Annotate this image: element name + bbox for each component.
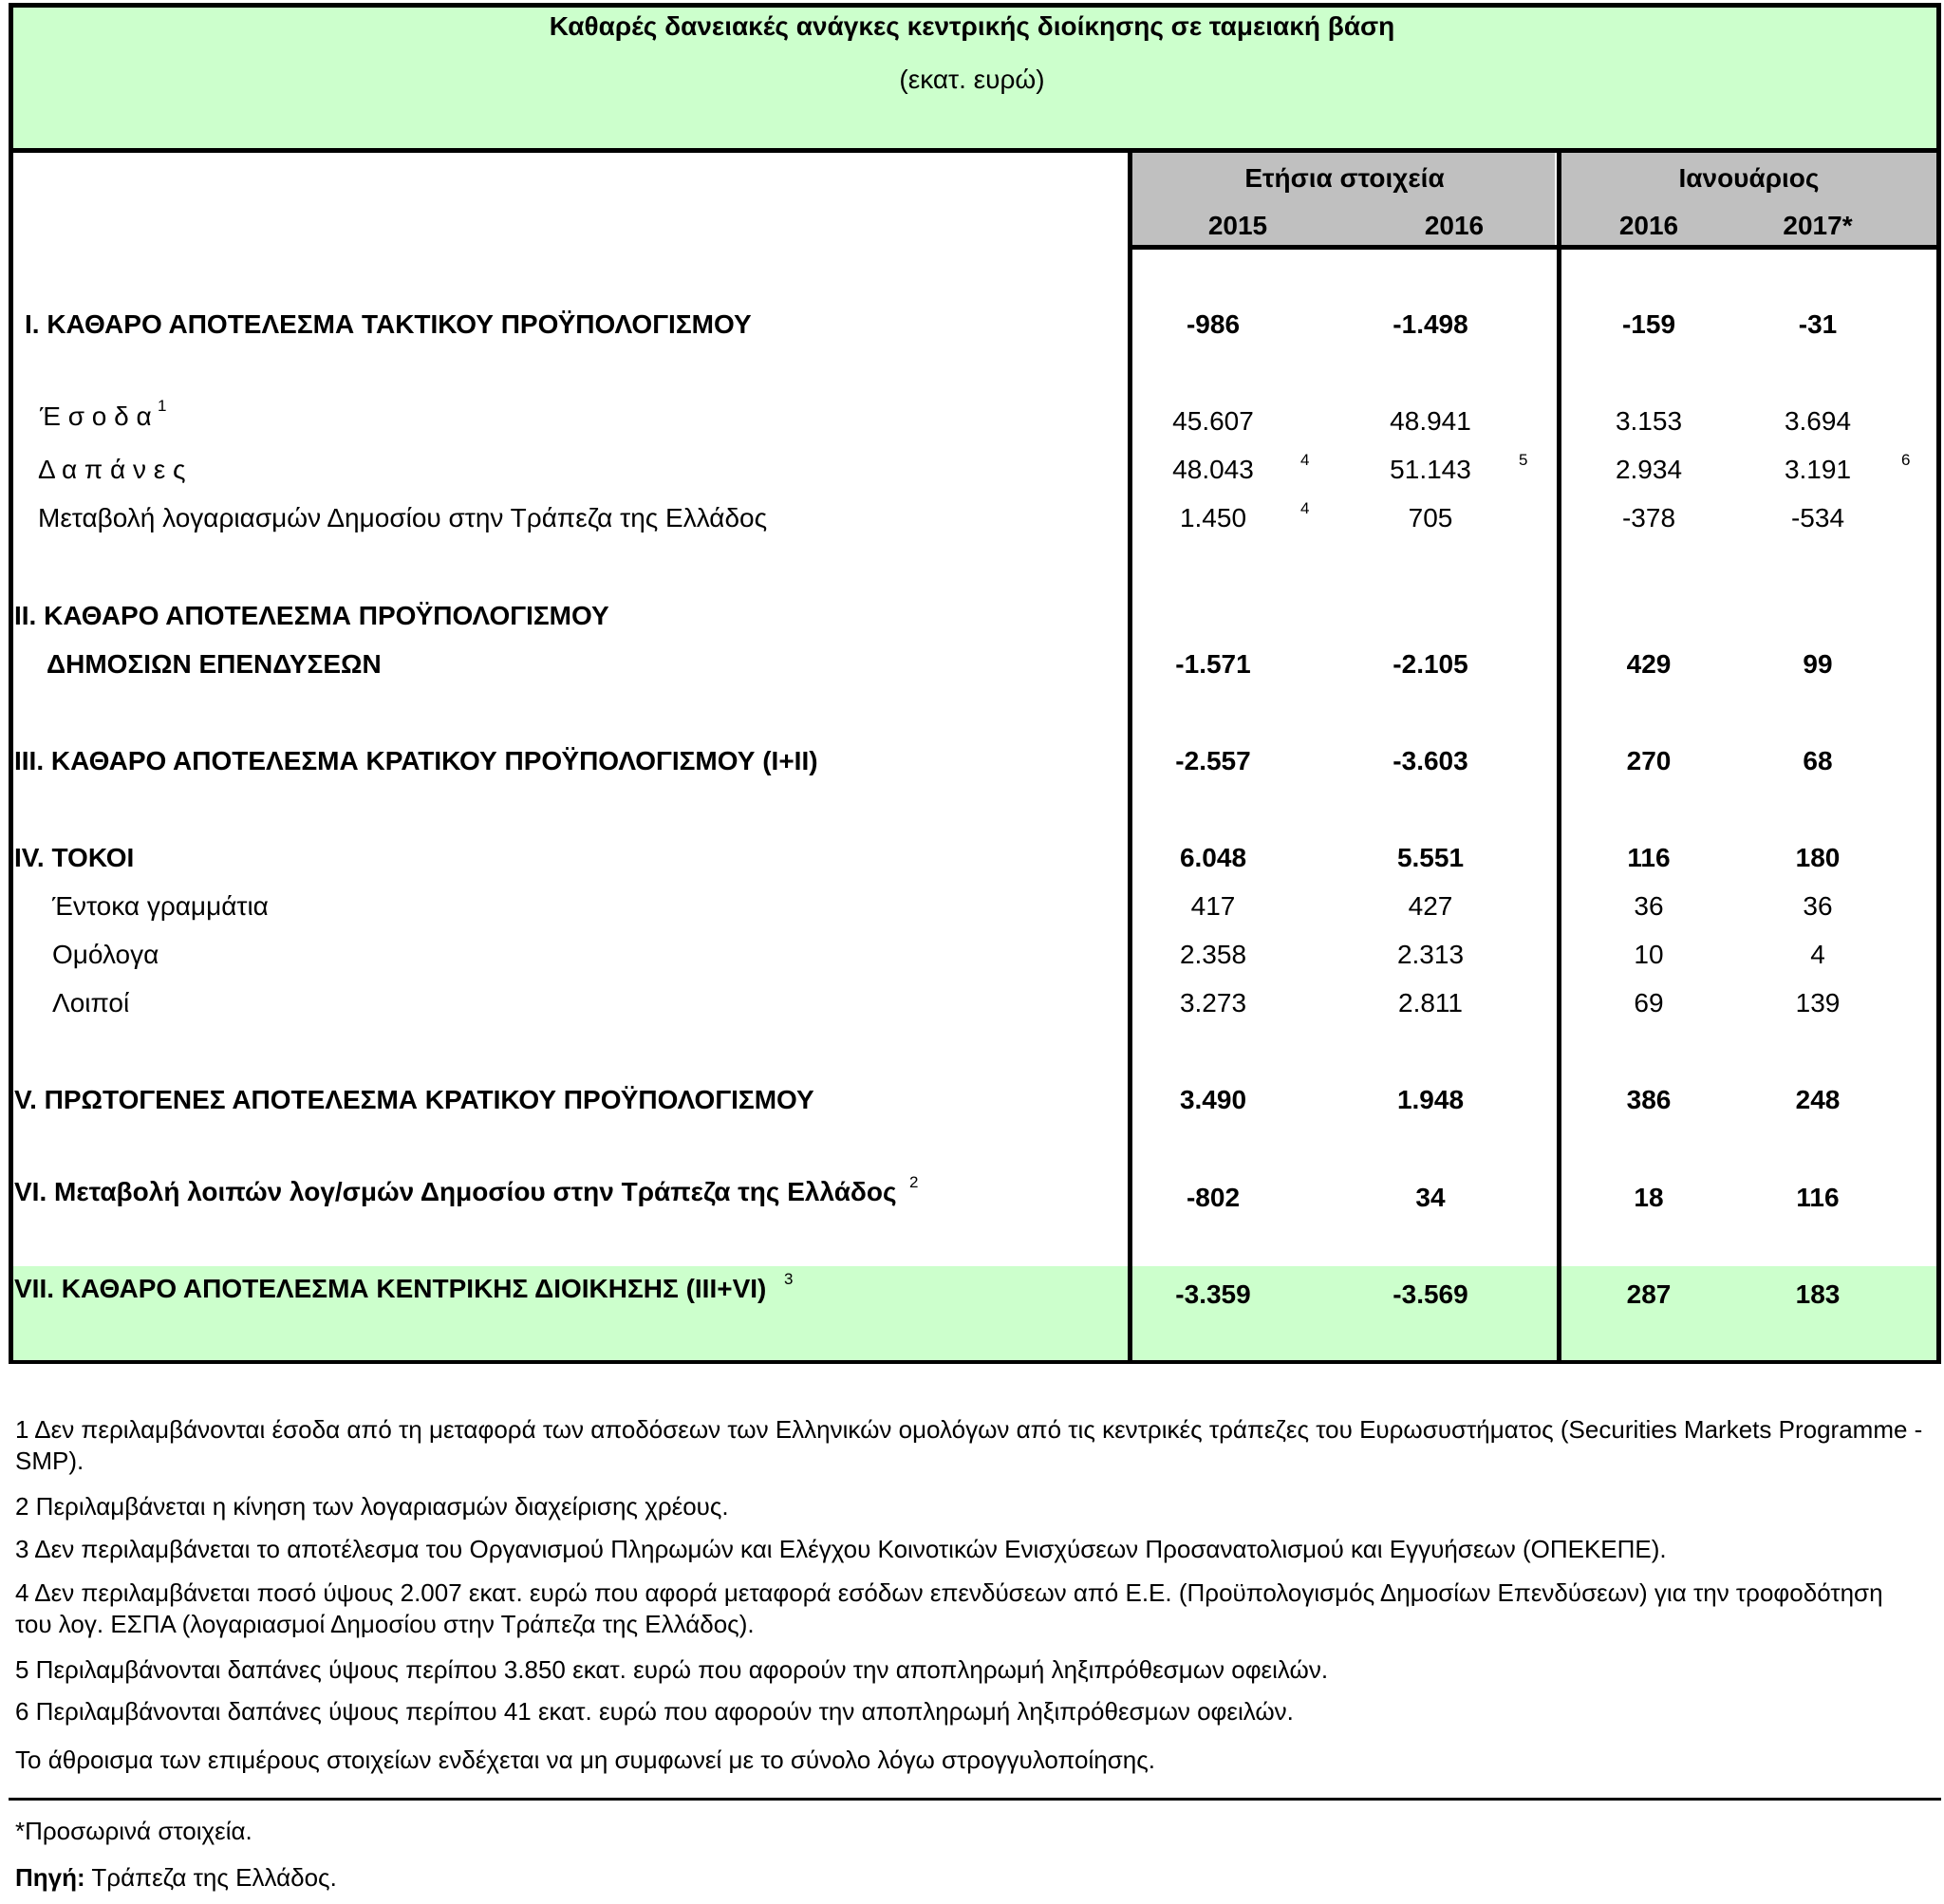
row-value: 5.551 xyxy=(1396,843,1465,872)
source-text: Τράπεζα της Ελλάδος. xyxy=(84,1863,337,1892)
row-value: -1.498 xyxy=(1393,309,1468,339)
row-value: 3.191 xyxy=(1784,455,1852,484)
provisional-note: *Προσωρινά στοιχεία. xyxy=(15,1817,252,1845)
row-label: VII. ΚΑΘΑΡΟ ΑΠΟΤΕΛΕΣΜΑ ΚΕΝΤΡΙΚΗΣ ΔΙΟΙΚΗΣΗΣ (III+VI) xyxy=(14,1274,767,1303)
row-value: 45.607 xyxy=(1172,406,1254,436)
row-label: Έντοκα γραμμάτια xyxy=(52,891,269,921)
row-value: 705 xyxy=(1408,503,1453,532)
footnote: 6 Περιλαμβάνονται δαπάνες ύψους περίπου 41 εκατ. ευρώ που αφορούν την αποπληρωμή ληξιπρόθεσμων οφειλών. xyxy=(15,1697,1294,1726)
row-value: 116 xyxy=(1796,1183,1840,1212)
footnote: 1 Δεν περιλαμβάνονται έσοδα από τη μεταφορά των αποδόσεων των Ελληνικών ομολόγων από τις κεντρικές τράπεζες του Ευρωσυστήματος (Securities Markets Programme - SMP). xyxy=(15,1415,1923,1475)
row-value: 18 xyxy=(1634,1183,1664,1212)
row-value: 2.934 xyxy=(1615,455,1683,484)
rounding-note: Το άθροισμα των επιμέρους στοιχείων ενδέχεται να μη συμφωνεί με το σύνολο λόγω στρογγυλοποίησης. xyxy=(15,1745,1156,1774)
row-value: -3.603 xyxy=(1393,746,1468,775)
row-value: 3.490 xyxy=(1179,1085,1247,1114)
header-rule-annual xyxy=(1132,245,1557,250)
row-label: VI. Μεταβολή λοιπών λογ/σμών Δημοσίου στην Τράπεζα της Ελλάδος xyxy=(14,1177,897,1206)
table-unit: (εκατ. ευρώ) xyxy=(899,65,1045,94)
header-year: 2017* xyxy=(1783,211,1853,240)
row-label: Μεταβολή λογαριασμών Δημοσίου στην Τράπεζα της Ελλάδος xyxy=(38,503,768,532)
row-value: 116 xyxy=(1627,843,1671,872)
row-label: Δ α π ά ν ε ς xyxy=(38,455,186,484)
row-value: 4 xyxy=(1810,940,1825,969)
row-value: 48.941 xyxy=(1390,406,1471,436)
row-value: -159 xyxy=(1621,309,1676,339)
footnote: 3 Δεν περιλαμβάνεται το αποτέλεσμα του Οργανισμού Πληρωμών και Ελέγχου Κοινοτικών Ενισχύσεων Προσανατολισμού και Εγγυήσεων (ΟΠΕΚΕΠΕ). xyxy=(15,1535,1667,1563)
row-value: 2.811 xyxy=(1398,988,1463,1017)
row-value: -378 xyxy=(1621,503,1676,532)
row-label: II. ΚΑΘΑΡΟ ΑΠΟΤΕΛΕΣΜΑ ΠΡΟΫΠΟΛΟΓΙΣΜΟΥ xyxy=(14,601,609,630)
header-year: 2016 xyxy=(1424,211,1485,240)
header-group-annual: Ετήσια στοιχεία xyxy=(1244,163,1445,193)
row-value: 2.313 xyxy=(1396,940,1465,969)
row-value: 48.043 xyxy=(1172,455,1254,484)
row-value: 99 xyxy=(1803,649,1833,679)
row-label-continuation: ΔΗΜΟΣΙΩΝ ΕΠΕΝΔΥΣΕΩΝ xyxy=(47,649,382,679)
row-value: 270 xyxy=(1626,746,1672,775)
row-value: 68 xyxy=(1803,746,1833,775)
row-value: 180 xyxy=(1795,843,1841,872)
row-value: 386 xyxy=(1626,1085,1672,1114)
header-year: 2016 xyxy=(1618,211,1679,240)
footnote-marker: 4 xyxy=(1300,451,1310,469)
row-value: -31 xyxy=(1798,309,1838,339)
row-value: 69 xyxy=(1634,988,1664,1017)
footnote-marker: 3 xyxy=(784,1270,794,1288)
row-value: 429 xyxy=(1626,649,1672,679)
row-value: 1.450 xyxy=(1179,503,1247,532)
header-group-january: Ιανουάριος xyxy=(1678,163,1820,193)
row-value: 3.694 xyxy=(1784,406,1852,436)
footnote-marker: 5 xyxy=(1519,451,1528,469)
footnote-marker: 2 xyxy=(909,1173,919,1191)
row-value: -802 xyxy=(1186,1183,1241,1212)
row-value: -2.557 xyxy=(1175,746,1251,775)
header-year: 2015 xyxy=(1207,211,1268,240)
row-value: 139 xyxy=(1795,988,1841,1017)
row-value: 183 xyxy=(1795,1279,1841,1309)
row-value: 36 xyxy=(1803,891,1833,921)
row-label: Ομόλογα xyxy=(52,940,159,969)
row-value: 427 xyxy=(1408,891,1453,921)
row-value: 3.273 xyxy=(1179,988,1247,1017)
row-value: 248 xyxy=(1795,1085,1841,1114)
row-value: -2.105 xyxy=(1393,649,1468,679)
footnote-marker: 4 xyxy=(1300,499,1310,517)
row-label: Λοιποί xyxy=(52,988,130,1017)
row-value: 1.948 xyxy=(1396,1085,1465,1114)
source-label: Πηγή: xyxy=(15,1863,85,1892)
row-value: -3.569 xyxy=(1393,1279,1468,1309)
header-rule-january xyxy=(1561,245,1936,250)
footnote-marker: 1 xyxy=(158,397,167,415)
row-value: 2.358 xyxy=(1179,940,1247,969)
column-divider-left xyxy=(1128,153,1132,1364)
row-label: V. ΠΡΩΤΟΓΕΝΕΣ ΑΠΟΤΕΛΕΣΜΑ ΚΡΑΤΙΚΟΥ ΠΡΟΫΠΟΛΟΓΙΣΜΟΥ xyxy=(14,1085,814,1114)
footnote: 4 Δεν περιλαμβάνεται ποσό ύψους 2.007 εκατ. ευρώ που αφορά μεταφορά εσόδων επενδύσεων από Ε.Ε. (Προϋπολογισμός Δημοσίων Επενδύσεων) για την τροφοδότηση του λογ. ΕΣΠΑ (λογαριασμοί Δημοσίου στην Τράπεζα της Ελλάδος). xyxy=(15,1578,1883,1638)
row-label: III. ΚΑΘΑΡΟ ΑΠΟΤΕΛΕΣΜΑ ΚΡΑΤΙΚΟΥ ΠΡΟΫΠΟΛΟΓΙΣΜΟΥ (I+II) xyxy=(14,746,818,775)
row-label: IV. ΤΟΚΟΙ xyxy=(14,843,135,872)
row-value: 417 xyxy=(1190,891,1236,921)
table-title: Καθαρές δανειακές ανάγκες κεντρικής διοίκησης σε ταμειακή βάση xyxy=(549,11,1395,41)
row-value: 6.048 xyxy=(1179,843,1247,872)
row-label: I. ΚΑΘΑΡΟ ΑΠΟΤΕΛΕΣΜΑ ΤΑΚΤΙΚΟΥ ΠΡΟΫΠΟΛΟΓΙΣΜΟΥ xyxy=(25,309,752,339)
row-value: 3.153 xyxy=(1615,406,1683,436)
row-label: Έ σ ο δ α xyxy=(40,401,152,431)
column-divider-right xyxy=(1557,153,1561,1364)
row-value: -986 xyxy=(1186,309,1241,339)
footnote-marker: 6 xyxy=(1901,451,1911,469)
footnote: 5 Περιλαμβάνονται δαπάνες ύψους περίπου 3.850 εκατ. ευρώ που αφορούν την αποπληρωμή ληξιπρόθεσμων οφειλών. xyxy=(15,1655,1329,1684)
row-value: -534 xyxy=(1790,503,1845,532)
row-value: 10 xyxy=(1634,940,1664,969)
source-line xyxy=(15,1862,1923,1894)
row-value: 36 xyxy=(1634,891,1664,921)
row-value: -3.359 xyxy=(1175,1279,1251,1309)
row-value: 51.143 xyxy=(1390,455,1471,484)
row-value: -1.571 xyxy=(1175,649,1251,679)
row-value: 34 xyxy=(1415,1183,1446,1212)
footnote-divider xyxy=(9,1798,1941,1801)
footnote: 2 Περιλαμβάνεται η κίνηση των λογαριασμών διαχείρισης χρέους. xyxy=(15,1492,729,1521)
row-value: 287 xyxy=(1626,1279,1672,1309)
